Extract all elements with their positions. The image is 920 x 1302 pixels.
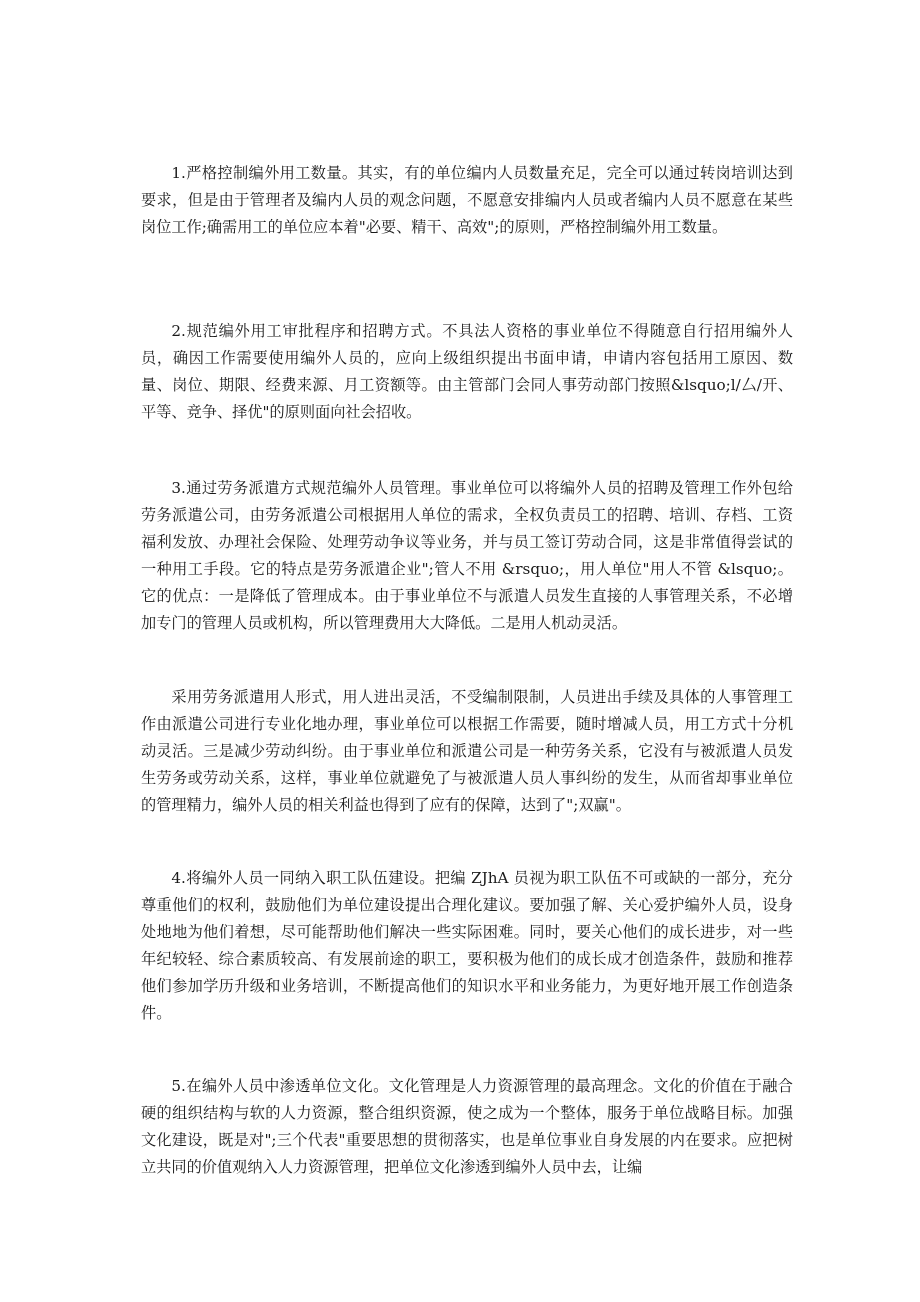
paragraph-6: 5.在编外人员中渗透单位文化。文化管理是人力资源管理的最高理念。文化的价值在于融合硬的组织结构与软的人力资源，整合组织资源，使之成为一个整体，服务于单位战略目标。加强文化建设，既是对";三个代表"重要思想的贯彻落实，也是单位事业自身发展的内在要求。应把树立共同的价值观纳入人力资源管理，把单位文化渗透到编外人员中去，让编: [141, 1077, 793, 1176]
paragraph-5: 4.将编外人员一同纳入职工队伍建设。把编 ZJhA 员视为职工队伍不可或缺的一部分，充分尊重他们的权利，鼓励他们为单位建设提出合理化建议。要加强了解、关心爱护编外人员，设身处地地为他们着想，尽可能帮助他们解决一些实际困难。同时，要关心他们的成长进步，对一些年纪较轻、综合素质较高、有发展前途的职工，要积极为他们的成长成才创造条件，鼓励和推荐他们参加学历升级和业务培训，不断提高他们的知识水平和业务能力，为更好地开展工作创造条件。: [141, 869, 793, 1022]
paragraph-3: 3.通过劳务派遣方式规范编外人员管理。事业单位可以将编外人员的招聘及管理工作外包给劳务派遣公司，由劳务派遣公司根据用人单位的需求，全权负责员工的招聘、培训、存档、工资福利发放、办理社会保险、处理劳动争议等业务，并与员工签订劳动合同，这是非常值得尝试的一种用工手段。它的特点是劳务派遣企业";管人不用 &rsquo;，用人单位"用人不管 &lsquo;。它的优点：一是降低了管理成本。由于事业单位不与派遣人员发生直接的人事管理关系，不必增加专门的管理人员或机构，所以管理费用大大降低。二是用人机动灵活。: [141, 479, 793, 632]
paragraph-4: 采用劳务派遣用人形式，用人进出灵活，不受编制限制，人员进出手续及具体的人事管理工作由派遣公司进行专业化地办理，事业单位可以根据工作需要，随时增减人员，用工方式十分机动灵活。三是减少劳动纠纷。由于事业单位和派遣公司是一种劳务关系，它没有与被派遣人员发生劳务或劳动关系，这样，事业单位就避免了与被派遣人员人事纠纷的发生，从而省却事业单位的管理精力，编外人员的相关利益也得到了应有的保障，达到了";双赢"。: [141, 688, 793, 814]
paragraph-1: 1.严格控制编外用工数量。其实，有的单位编内人员数量充足，完全可以通过转岗培训达到要求，但是由于管理者及编内人员的观念问题，不愿意安排编内人员或者编内人员不愿意在某些岗位工作;确需用工的单位应本着"必要、精干、高效";的原则，严格控制编外用工数量。: [141, 164, 793, 236]
paragraph-2: 2.规范编外用工审批程序和招聘方式。不具法人资格的事业单位不得随意自行招用编外人员，确因工作需要使用编外人员的，应向上级组织提出书面申请，申请内容包括用工原因、数量、岗位、期限、经费来源、月工资额等。由主管部门会同人事劳动部门按照&lsquo;l/厶/开、平等、竞争、择优"的原则面向社会招收。: [141, 322, 793, 421]
